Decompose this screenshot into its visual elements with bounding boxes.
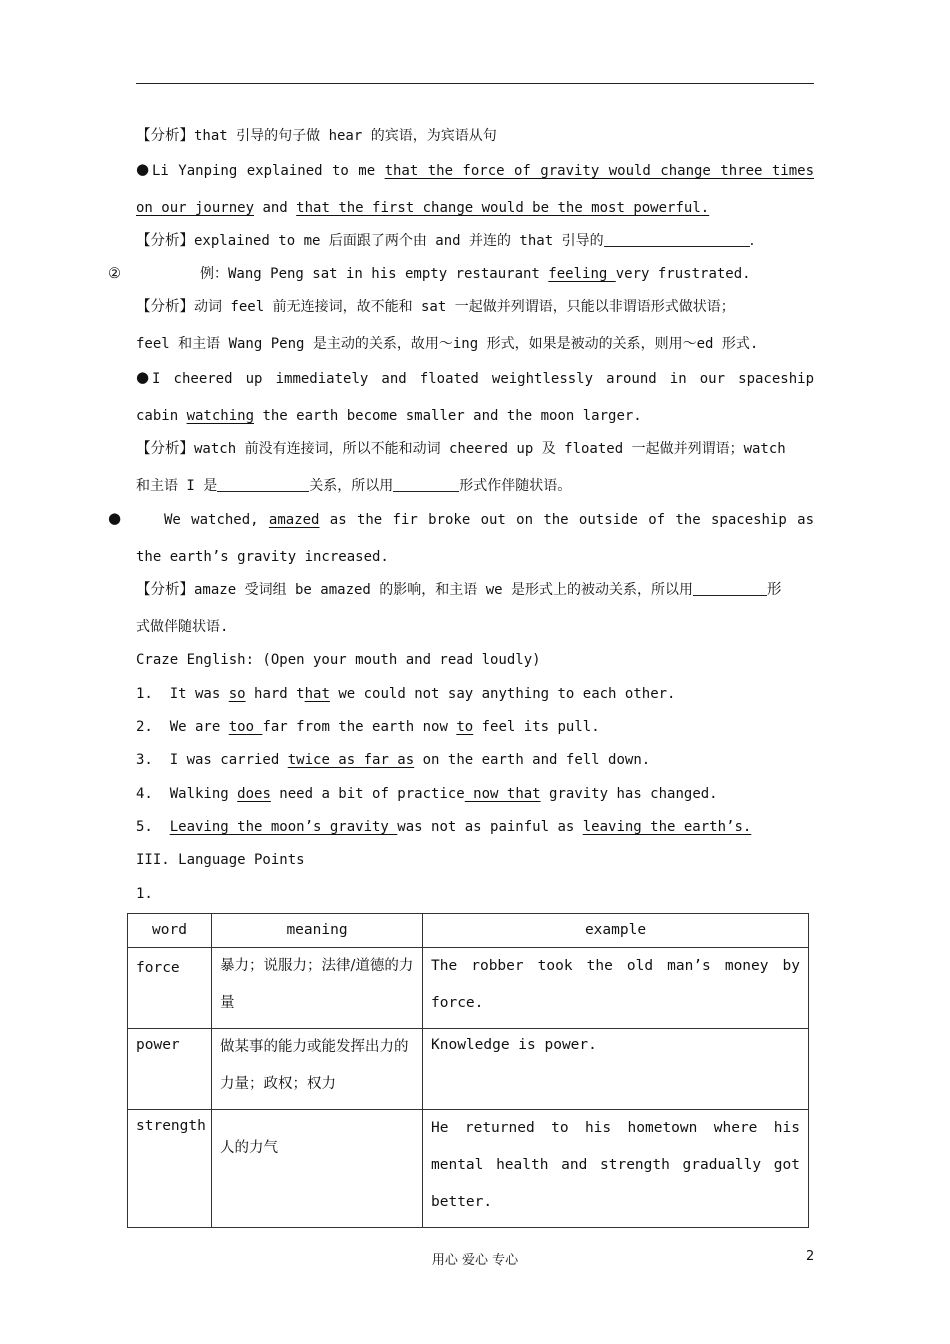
analysis-text: 式做伴随状语. — [136, 619, 229, 635]
list-number: 1. — [136, 686, 153, 702]
example-line — [136, 198, 814, 218]
analysis-text: feel 和主语 Wang Peng 是主动的关系，故用～ing 形式，如果是被动的关系，则用～ed 形式. — [136, 336, 759, 352]
analysis-text: that 引导的句子做 hear 的宾语，为宾语从句 — [194, 128, 497, 144]
analysis-line-3 — [136, 297, 814, 317]
example-line — [200, 264, 820, 284]
example-text: cabin — [136, 408, 187, 424]
example-text: We watched, — [164, 512, 269, 528]
underlined-clause: that the force of gravity would change three times — [384, 163, 815, 179]
bullet-icon: ● — [136, 368, 150, 386]
example-line — [164, 510, 814, 530]
cell-example: The robber took the old man’s money by force. — [423, 948, 809, 1029]
circled-number: ② — [108, 266, 121, 282]
header-example: example — [423, 914, 809, 948]
item-number: 1. — [136, 886, 153, 902]
example-text: 例：Wang Peng sat in his empty restaurant — [200, 266, 549, 282]
analysis-text: explained to me 后面跟了两个由 and 并连的 that 引导的 — [194, 233, 604, 249]
analysis-label: 【分析】 — [136, 128, 194, 144]
list-item: 2. We are too far from the earth now to feel its pull. — [136, 719, 600, 735]
list-number: 3. — [136, 752, 153, 768]
underlined-phrase: on our journey — [136, 200, 255, 216]
example-text: as the fir broke out on the outside of the spaceship as — [319, 512, 814, 528]
example-text: very frustrated. — [615, 266, 751, 282]
list-item: 4. Walking does need a bit of practice now that gravity has changed. — [136, 786, 718, 802]
analysis-label: 【分析】 — [136, 582, 194, 598]
section-heading: III. Language Points — [136, 852, 305, 868]
analysis-text: . — [749, 233, 755, 249]
cell-example: Knowledge is power. — [423, 1029, 809, 1110]
list-number: 5. — [136, 819, 153, 835]
list-item: 5. Leaving the moon’s gravity was not as painful as leaving the earth’s. — [136, 819, 752, 835]
example-text: and — [254, 200, 297, 216]
answer-blank — [217, 477, 309, 492]
header-rule — [136, 83, 814, 84]
underlined-word: amazed — [268, 512, 320, 528]
cell-word: strength — [128, 1110, 212, 1228]
answer-blank — [604, 232, 750, 247]
analysis-line-2 — [136, 231, 814, 251]
table-row — [128, 1029, 809, 1110]
example-text: the earth become smaller and the moon larger. — [254, 408, 642, 424]
example-text: Li Yanping explained to me — [152, 163, 385, 179]
table-row — [128, 948, 809, 1029]
analysis-text: watch 前没有连接词，所以不能和动词 cheered up 及 floated 一起做并列谓语；watch — [194, 441, 786, 457]
cell-word: force — [128, 948, 212, 1029]
cell-word: power — [128, 1029, 212, 1110]
analysis-text: 形 — [767, 582, 782, 598]
answer-blank — [393, 477, 459, 492]
analysis-text: 关系，所以用 — [309, 478, 394, 494]
underlined-word: watching — [186, 408, 255, 424]
vocabulary-table — [127, 913, 809, 1228]
example-line — [152, 161, 814, 181]
header-meaning: meaning — [212, 914, 423, 948]
analysis-line — [136, 476, 814, 496]
analysis-label: 【分析】 — [136, 233, 194, 249]
footer-slogan: 用心 爱心 专心 — [431, 1253, 519, 1268]
example-text: I cheered up immediately and floated weightlessly around in our spaceship — [152, 371, 814, 387]
cell-example: He returned to his hometown where his mental health and strength gradually got better. — [423, 1110, 809, 1228]
answer-blank — [693, 581, 767, 596]
analysis-text: 和主语 I 是 — [136, 478, 218, 494]
analysis-line-5 — [136, 580, 814, 600]
analysis-text: 动词 feel 前无连接词，故不能和 sat 一起做并列谓语，只能以非谓语形式做状语； — [194, 299, 735, 315]
example-line — [136, 406, 814, 426]
analysis-line-4 — [136, 439, 814, 459]
analysis-text: 形式作伴随状语。 — [459, 478, 572, 494]
page-number: 2 — [806, 1249, 815, 1264]
table-header-row — [128, 914, 809, 948]
example-text: the earth’s gravity increased. — [136, 549, 389, 565]
analysis-text: amaze 受词组 be amazed 的影响，和主语 we 是形式上的被动关系，所以用 — [194, 582, 694, 598]
list-item: 3. I was carried twice as far as on the earth and fell down. — [136, 752, 651, 768]
analysis-line-1 — [136, 126, 814, 146]
underlined-clause: that the first change would be the most powerful. — [296, 200, 710, 216]
list-number: 4. — [136, 786, 153, 802]
analysis-label: 【分析】 — [136, 441, 194, 457]
list-item: 1. It was so hard that we could not say anything to each other. — [136, 686, 676, 702]
cell-meaning: 人的力气 — [212, 1110, 423, 1228]
cell-meaning: 做某事的能力或能发挥出力的力量；政权；权力 — [212, 1029, 423, 1110]
underlined-word: feeling — [548, 266, 616, 282]
bullet-icon: ● — [108, 509, 122, 527]
analysis-label: 【分析】 — [136, 299, 194, 315]
header-word: word — [128, 914, 212, 948]
cell-meaning: 暴力；说服力；法律/道德的力量 — [212, 948, 423, 1029]
bullet-icon: ● — [136, 160, 150, 178]
list-number: 2. — [136, 719, 153, 735]
table-row — [128, 1110, 809, 1228]
section-heading: Craze English: (Open your mouth and read loudly) — [136, 652, 541, 668]
